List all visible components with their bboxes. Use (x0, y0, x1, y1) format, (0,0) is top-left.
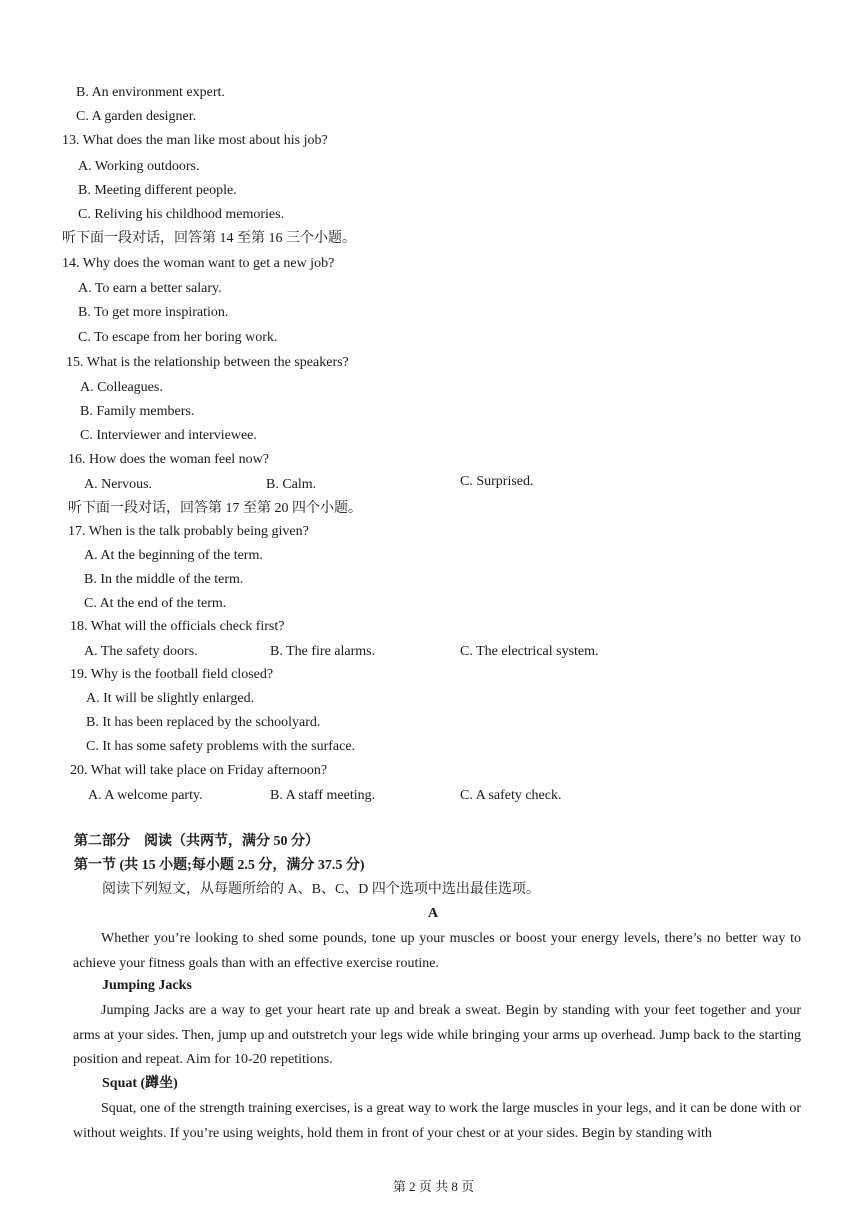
q19-question: 19. Why is the football field closed? (70, 667, 274, 682)
paragraph-squat: Squat, one of the strength training exercises, is a great way to work the large muscles in your legs, and it can be done with or without weights. If you’re using weights, hold them in front of your chest or at your sides. Begin by standing with (73, 1101, 801, 1141)
q17-question: 17. When is the talk probably being given? (68, 524, 309, 539)
q15-option-a: A. Colleagues. (80, 380, 163, 395)
q13-option-b: B. Meeting different people. (78, 183, 237, 198)
q14-option-a: A. To earn a better salary. (78, 281, 222, 296)
q19-option-a: A. It will be slightly enlarged. (86, 691, 255, 706)
q14-question: 14. Why does the woman want to get a new job? (62, 256, 335, 271)
q20-question: 20. What will take place on Friday afternoon? (70, 763, 328, 778)
q18-option-a: A. The safety doors. (84, 644, 198, 659)
q18-options (0, 642, 867, 662)
heading-jumping-jacks: Jumping Jacks (102, 978, 192, 993)
passage-letter: A (428, 906, 439, 921)
q15-question: 15. What is the relationship between the speakers? (66, 355, 349, 370)
q13-option-c: C. Reliving his childhood memories. (78, 207, 285, 222)
q16-options (0, 475, 867, 495)
q20-option-b: B. A staff meeting. (270, 788, 376, 803)
instruction-17-20: 听下面一段对话，回答第 17 至第 20 四个小题。 (68, 501, 362, 516)
q17-option-c: C. At the end of the term. (84, 596, 227, 611)
q16-option-a: A. Nervous. (84, 477, 153, 492)
q12-option-c: C. A garden designer. (76, 109, 197, 124)
q13-question: 13. What does the man like most about his job? (62, 133, 328, 148)
q14-option-c: C. To escape from her boring work. (78, 330, 278, 345)
q12-option-b: B. An environment expert. (76, 85, 225, 100)
section-title: 第一节 (共 15 小题;每小题 2.5 分，满分 37.5 分) (74, 858, 365, 873)
q17-option-a: A. At the beginning of the term. (84, 548, 263, 563)
q19-option-c: C. It has some safety problems with the surface. (86, 739, 356, 754)
part-title: 第二部分 阅读（共两节，满分 50 分） (74, 834, 319, 849)
q18-option-c: C. The electrical system. (460, 644, 599, 659)
passage-intro: Whether you’re looking to shed some pounds, tone up your muscles or boost your energy levels, there’s no better way to achieve your fitness goals than with an effective exercise routine. (73, 931, 801, 971)
reading-instruction: 阅读下列短文，从每题所给的 A、B、C、D 四个选项中选出最佳选项。 (102, 882, 540, 897)
q15-option-b: B. Family members. (80, 404, 195, 419)
q20-option-c: C. A safety check. (460, 788, 562, 803)
q20-option-a: A. A welcome party. (88, 788, 203, 803)
q13-option-a: A. Working outdoors. (78, 159, 200, 174)
q18-question: 18. What will the officials check first? (70, 619, 285, 634)
heading-squat: Squat (蹲坐) (102, 1076, 178, 1091)
q14-option-b: B. To get more inspiration. (78, 305, 229, 320)
q18-option-b: B. The fire alarms. (270, 644, 376, 659)
page-footer: 第 2 页 共 8 页 (392, 1179, 475, 1194)
q16-option-c: C. Surprised. (460, 474, 534, 489)
q20-options (0, 786, 867, 806)
q15-option-c: C. Interviewer and interviewee. (80, 428, 257, 443)
q19-option-b: B. It has been replaced by the schoolyard. (86, 715, 321, 730)
q17-option-b: B. In the middle of the term. (84, 572, 244, 587)
q16-question: 16. How does the woman feel now? (68, 452, 270, 467)
paragraph-jumping-jacks: Jumping Jacks are a way to get your heart rate up and break a sweat. Begin by standing with your feet together and your arms at your sides. Then, jump up and outstretch your legs wide while bringing your arms up overhead. Jump back to the starting position and repeat. Aim for 10-20 repetitions. (73, 1003, 801, 1068)
instruction-14-16: 听下面一段对话，回答第 14 至第 16 三个小题。 (62, 231, 356, 246)
q16-option-b: B. Calm. (266, 477, 317, 492)
